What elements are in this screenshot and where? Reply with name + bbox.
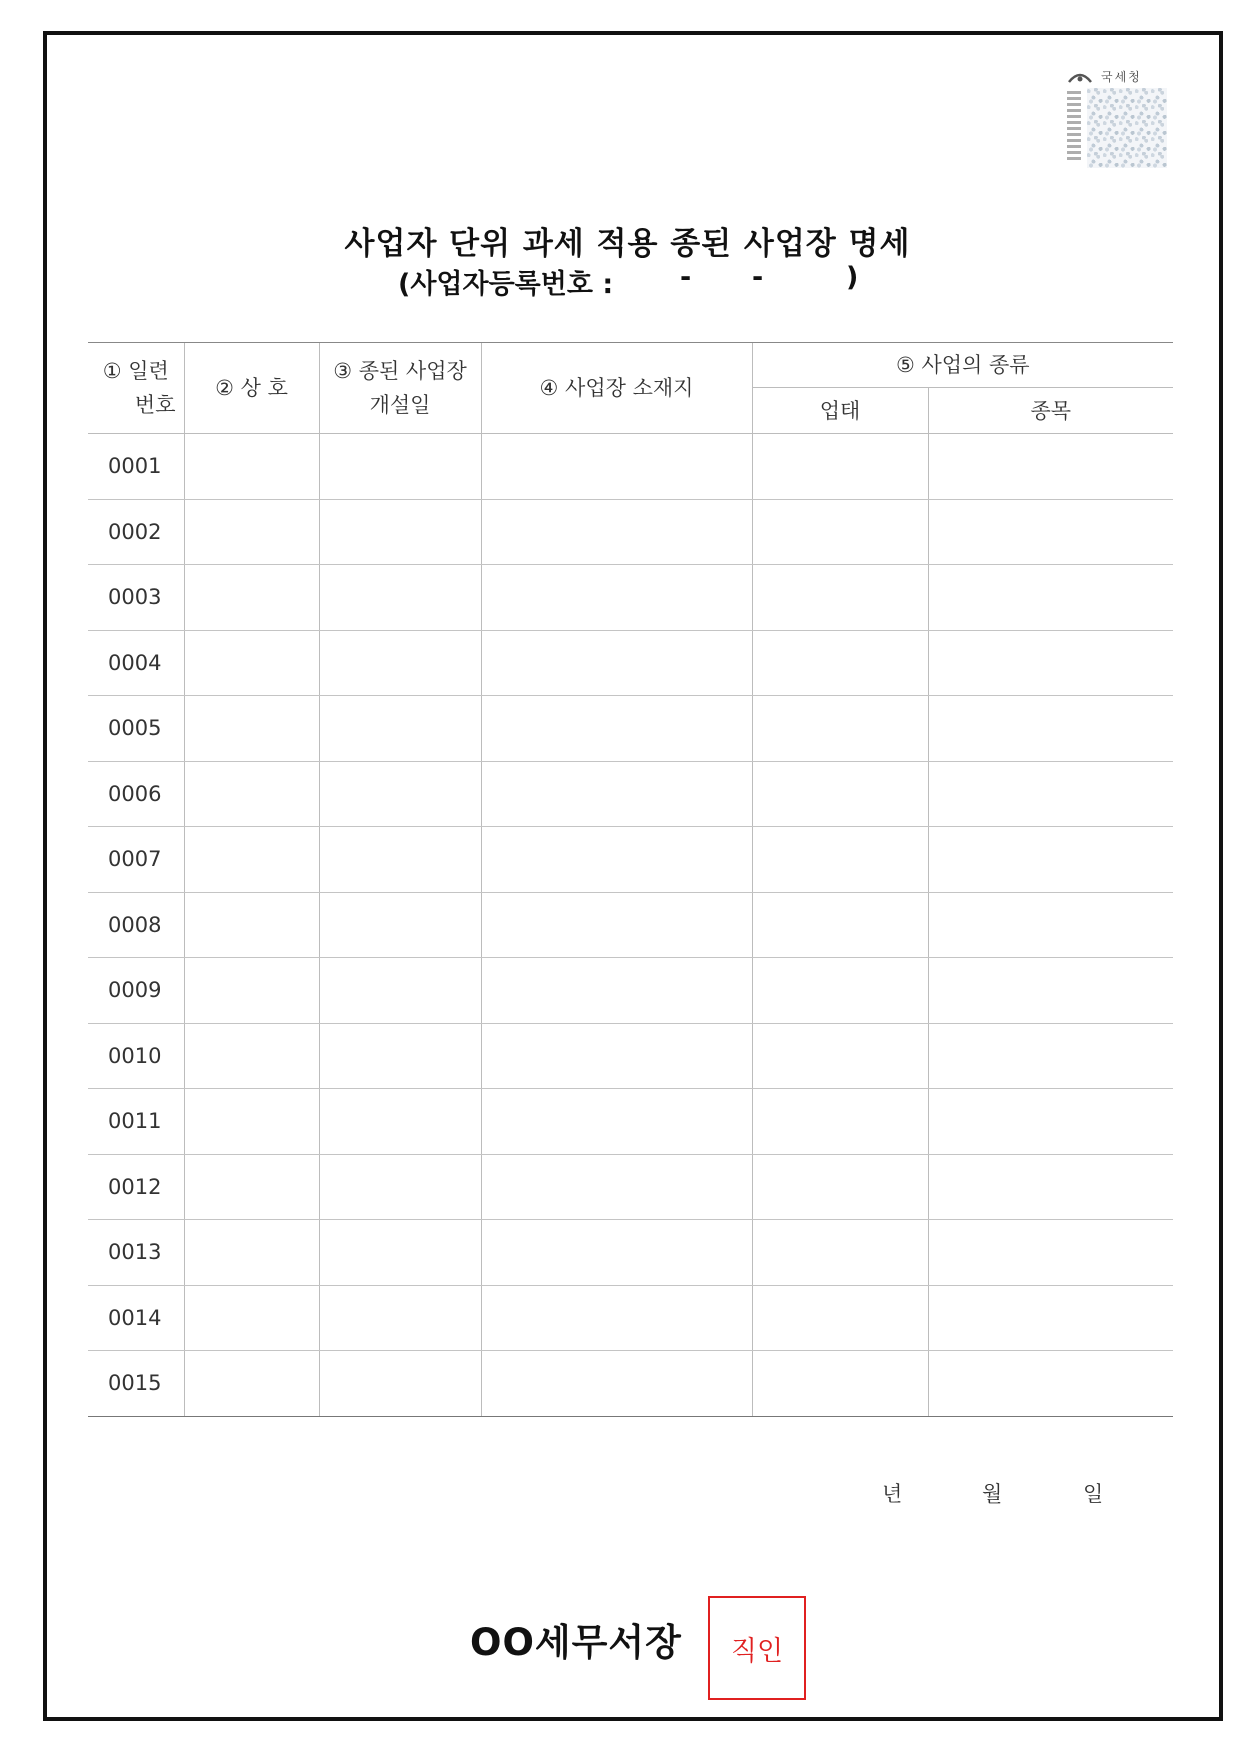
- trade-name-cell[interactable]: [184, 1154, 319, 1220]
- table-row: [88, 1089, 1173, 1155]
- business-registration-number: [398, 262, 859, 301]
- opening-date-cell[interactable]: [319, 565, 481, 631]
- opening-date-cell[interactable]: [319, 630, 481, 696]
- row-serial-number: 0009: [88, 958, 184, 1024]
- trade-name-cell[interactable]: [184, 892, 319, 958]
- opening-date-cell[interactable]: [319, 958, 481, 1024]
- location-cell[interactable]: [481, 434, 752, 500]
- header-serial-number: [88, 343, 184, 434]
- header-location: ④ 사업장 소재지: [481, 343, 752, 434]
- location-cell[interactable]: [481, 958, 752, 1024]
- business-item-cell[interactable]: [928, 1220, 1173, 1286]
- table-row: [88, 1351, 1173, 1417]
- table-row: [88, 630, 1173, 696]
- location-cell[interactable]: [481, 827, 752, 893]
- nts-logo-icon: [1067, 70, 1093, 84]
- document-title: 사업자 단위 과세 적용 종된 사업장 명세: [344, 226, 911, 262]
- row-serial-number: 0003: [88, 565, 184, 631]
- business-item-cell[interactable]: [928, 499, 1173, 565]
- row-serial-number: 0006: [88, 761, 184, 827]
- header-serial-line2: 번호: [134, 393, 176, 417]
- business-category-cell[interactable]: [752, 892, 928, 958]
- location-cell[interactable]: [481, 499, 752, 565]
- location-cell[interactable]: [481, 696, 752, 762]
- registration-close-paren: ): [846, 262, 859, 293]
- registration-dash-2: -: [752, 262, 764, 293]
- official-seal: [708, 1596, 806, 1700]
- trade-name-cell[interactable]: [184, 827, 319, 893]
- location-cell[interactable]: [481, 1089, 752, 1155]
- opening-date-cell[interactable]: [319, 827, 481, 893]
- table-row: [88, 892, 1173, 958]
- row-serial-number: 0007: [88, 827, 184, 893]
- row-serial-number: 0001: [88, 434, 184, 500]
- business-item-cell[interactable]: [928, 761, 1173, 827]
- agency-label: 국세청: [1101, 70, 1142, 84]
- opening-date-cell[interactable]: [319, 499, 481, 565]
- business-item-cell[interactable]: [928, 1285, 1173, 1351]
- trade-name-cell[interactable]: [184, 434, 319, 500]
- row-serial-number: 0008: [88, 892, 184, 958]
- opening-date-cell[interactable]: [319, 1089, 481, 1155]
- business-category-cell[interactable]: [752, 1285, 928, 1351]
- location-cell[interactable]: [481, 761, 752, 827]
- row-serial-number: 0014: [88, 1285, 184, 1351]
- trade-name-cell[interactable]: [184, 696, 319, 762]
- location-cell[interactable]: [481, 1023, 752, 1089]
- row-serial-number: 0015: [88, 1351, 184, 1417]
- business-category-cell[interactable]: [752, 761, 928, 827]
- business-category-cell[interactable]: [752, 1089, 928, 1155]
- header-business-type-group: ⑤ 사업의 종류: [752, 343, 1173, 388]
- seal-label: 직인: [730, 1635, 784, 1667]
- location-cell[interactable]: [481, 565, 752, 631]
- opening-date-cell[interactable]: [319, 1154, 481, 1220]
- business-item-cell[interactable]: [928, 892, 1173, 958]
- table-row: [88, 1285, 1173, 1351]
- opening-date-cell[interactable]: [319, 434, 481, 500]
- table-row: [88, 434, 1173, 500]
- business-category-cell[interactable]: [752, 434, 928, 500]
- opening-date-cell[interactable]: [319, 892, 481, 958]
- header-trade-name: ② 상 호: [184, 343, 319, 434]
- date-day-label: 일: [1083, 1482, 1104, 1506]
- row-serial-number: 0002: [88, 499, 184, 565]
- trade-name-cell[interactable]: [184, 1023, 319, 1089]
- table-row: [88, 958, 1173, 1024]
- header-business-category: 업태: [752, 388, 928, 434]
- business-category-cell[interactable]: [752, 958, 928, 1024]
- business-category-cell[interactable]: [752, 565, 928, 631]
- row-serial-number: 0013: [88, 1220, 184, 1286]
- header-opening-date-line1: ③ 종된 사업장: [333, 359, 467, 383]
- table-row: [88, 1023, 1173, 1089]
- table-row: [88, 827, 1173, 893]
- location-cell[interactable]: [481, 1154, 752, 1220]
- row-serial-number: 0005: [88, 696, 184, 762]
- branch-register-table: [88, 342, 1173, 1417]
- row-serial-number: 0004: [88, 630, 184, 696]
- qr-pattern: [1087, 88, 1167, 168]
- business-item-cell[interactable]: [928, 434, 1173, 500]
- header-serial-line1: ① 일련: [102, 359, 169, 383]
- opening-date-cell[interactable]: [319, 696, 481, 762]
- row-serial-number: 0012: [88, 1154, 184, 1220]
- date-month-label: 월: [982, 1482, 1003, 1506]
- trade-name-cell[interactable]: [184, 1351, 319, 1417]
- row-serial-number: 0011: [88, 1089, 184, 1155]
- table-row: [88, 565, 1173, 631]
- qr-code: [1065, 68, 1169, 172]
- business-category-cell[interactable]: [752, 1220, 928, 1286]
- trade-name-cell[interactable]: [184, 565, 319, 631]
- opening-date-cell[interactable]: [319, 1351, 481, 1417]
- location-cell[interactable]: [481, 892, 752, 958]
- business-category-cell[interactable]: [752, 827, 928, 893]
- business-category-cell[interactable]: [752, 1154, 928, 1220]
- business-item-cell[interactable]: [928, 1351, 1173, 1417]
- location-cell[interactable]: [481, 1351, 752, 1417]
- business-item-cell[interactable]: [928, 630, 1173, 696]
- vertical-code-strip: [1067, 90, 1081, 160]
- header-opening-date: [319, 343, 481, 434]
- opening-date-cell[interactable]: [319, 1023, 481, 1089]
- business-category-cell[interactable]: [752, 630, 928, 696]
- trade-name-cell[interactable]: [184, 1285, 319, 1351]
- trade-name-cell[interactable]: [184, 1089, 319, 1155]
- business-item-cell[interactable]: [928, 1089, 1173, 1155]
- business-item-cell[interactable]: [928, 1154, 1173, 1220]
- registration-label: (사업자등록번호 :: [398, 269, 614, 300]
- business-item-cell[interactable]: [928, 827, 1173, 893]
- business-item-cell[interactable]: [928, 1023, 1173, 1089]
- table-row: [88, 696, 1173, 762]
- table-row: [88, 1220, 1173, 1286]
- business-category-cell[interactable]: [752, 499, 928, 565]
- trade-name-cell[interactable]: [184, 1220, 319, 1286]
- date-year-label: 년: [882, 1482, 903, 1506]
- header-opening-date-line2: 개설일: [369, 393, 431, 417]
- business-item-cell[interactable]: [928, 565, 1173, 631]
- business-category-cell[interactable]: [752, 1351, 928, 1417]
- opening-date-cell[interactable]: [319, 761, 481, 827]
- business-item-cell[interactable]: [928, 696, 1173, 762]
- business-category-cell[interactable]: [752, 1023, 928, 1089]
- row-serial-number: 0010: [88, 1023, 184, 1089]
- table-row: [88, 499, 1173, 565]
- trade-name-cell[interactable]: [184, 499, 319, 565]
- location-cell[interactable]: [481, 1220, 752, 1286]
- trade-name-cell[interactable]: [184, 761, 319, 827]
- header-business-item: 종목: [928, 388, 1173, 434]
- opening-date-cell[interactable]: [319, 1285, 481, 1351]
- business-item-cell[interactable]: [928, 958, 1173, 1024]
- trade-name-cell[interactable]: [184, 630, 319, 696]
- location-cell[interactable]: [481, 630, 752, 696]
- table-row: [88, 761, 1173, 827]
- table-row: [88, 1154, 1173, 1220]
- trade-name-cell[interactable]: [184, 958, 319, 1024]
- opening-date-cell[interactable]: [319, 1220, 481, 1286]
- location-cell[interactable]: [481, 1285, 752, 1351]
- business-category-cell[interactable]: [752, 696, 928, 762]
- registration-dash-1: -: [680, 262, 692, 293]
- tax-office-head-name: OO세무서장: [470, 1621, 682, 1664]
